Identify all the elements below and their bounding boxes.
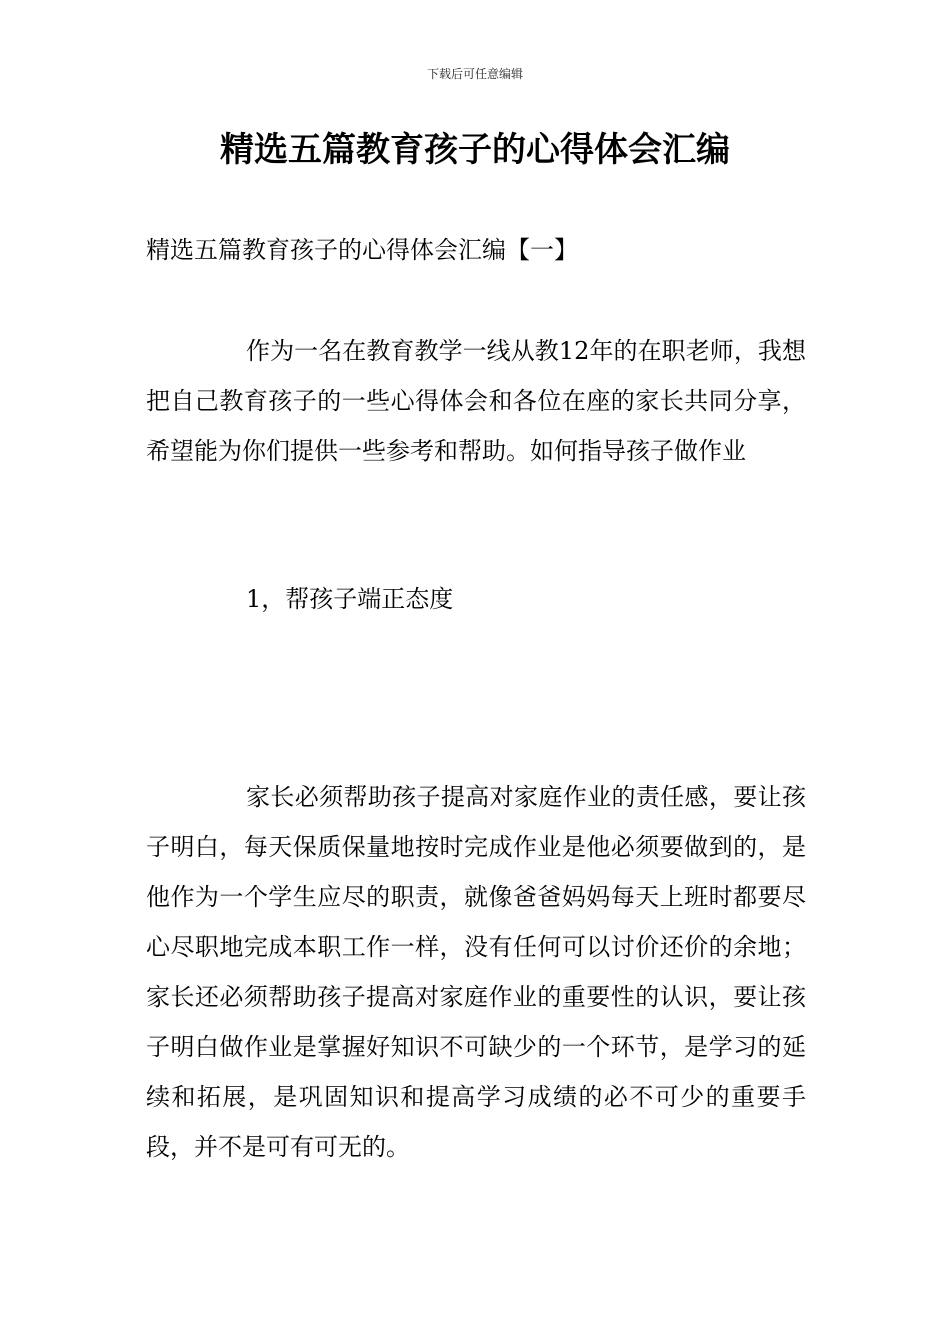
paragraph-responsibility: 家长必须帮助孩子提高对家庭作业的责任感，要让孩子明白，每天保质保量地按时完成作业是他必须要做到的，是他作为一个学生应尽的职责，就像爸爸妈妈每天上班时都要尽心尽职地完成本职工作一样，没有任何可以讨价还价的余地；家长还必须帮助孩子提高对家庭作业的重要性的认识，要让孩子明白做作业是掌握好知识不可缺少的一个环节，是学习的延续和拓展，是巩固知识和提高学习成绩的必不可少的重要手段，并不是可有可无的。: [146, 783, 806, 1161]
subheading-attitude: 1，帮孩子端正态度: [246, 585, 454, 613]
header-note: 下载后可任意编辑: [426, 67, 523, 81]
section-heading: 精选五篇教育孩子的心得体会汇编【一】: [146, 236, 578, 264]
document-title: 精选五篇教育孩子的心得体会汇编: [220, 130, 730, 170]
paragraph-intro: 作为一名在教育教学一线从教12年的在职老师，我想把自己教育孩子的一些心得体会和各位在座的家长共同分享，希望能为你们提供一些参考和帮助。如何指导孩子做作业: [146, 337, 806, 465]
